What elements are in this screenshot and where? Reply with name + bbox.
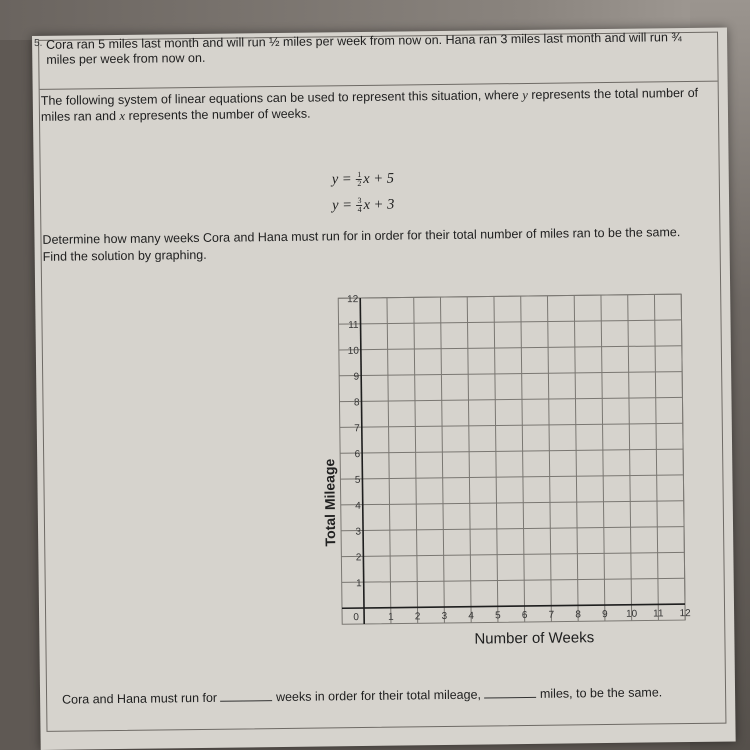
grid-line-v-9 [601, 295, 605, 621]
y-axis-label: Total Mileage [321, 458, 339, 547]
grid-line-h-12 [338, 294, 681, 298]
system-text-1: The following system of linear equations can be used to represent this situation, where [40, 88, 523, 108]
y-tick-label-1: 1 [356, 578, 362, 590]
var-x: x [119, 108, 126, 123]
equation-system [332, 166, 395, 219]
eq1-rhs: x + 5 [363, 170, 395, 187]
problem-intro-text: Cora ran 5 miles last month and will run ½ miles per week from now on. Hana ran 3 miles last month and will run ¾ miles per week from now on. [46, 30, 682, 67]
grid-line-h-7 [340, 423, 683, 427]
eq2-denominator: 4 [357, 205, 362, 215]
graph-area [338, 292, 691, 626]
equation-2 [332, 192, 395, 219]
equation-1 [332, 166, 395, 193]
eq2-lhs: y = [331, 197, 356, 214]
worksheet-page [32, 28, 736, 750]
x-tick-label-11: 11 [653, 608, 664, 620]
question-number: 5. [34, 37, 43, 49]
grid-line-h-4 [341, 501, 684, 505]
grid-line-h-6 [340, 449, 683, 453]
x-tick-label-9: 9 [602, 609, 608, 621]
x-tick-label-12: 12 [679, 607, 691, 620]
eq2-rhs: x + 3 [363, 196, 395, 213]
answer-text-1: Cora and Hana must run for [62, 690, 218, 707]
x-tick-label-6: 6 [521, 609, 528, 622]
y-tick-label-10: 10 [347, 345, 359, 357]
grid-line-v-4 [467, 297, 471, 623]
x-tick-label-10: 10 [625, 608, 638, 620]
y-tick-label-12: 12 [347, 294, 359, 306]
y-tick-label-3: 3 [355, 526, 362, 538]
eq1-fraction [356, 171, 362, 188]
grid-line-v-10 [628, 295, 632, 621]
grid-line-v-2 [414, 297, 418, 623]
grid-line-v-12 [681, 294, 685, 620]
y-tick-label-11: 11 [348, 319, 359, 331]
var-y: y [522, 87, 528, 103]
y-tick-label-8: 8 [353, 397, 360, 409]
answer-text-2: weeks in order for their total mileage, [275, 687, 482, 705]
y-tick-label-9: 9 [353, 371, 360, 383]
eq1-numerator: 1 [357, 170, 362, 180]
grid-line-v-6 [521, 296, 525, 622]
y-tick-label-4: 4 [355, 500, 361, 512]
y-tick-label-6: 6 [354, 449, 361, 461]
x-tick-label-8: 8 [575, 609, 581, 621]
grid-line-h-9 [339, 372, 682, 376]
task-instructions: Determine how many weeks Cora and Hana must run for in order for their total number of miles ran to be the same. Find the solution by graphing. [42, 225, 681, 264]
grid-line-h-1 [342, 578, 685, 582]
grid-line-v-11 [654, 294, 658, 620]
grid-line-v-8 [574, 295, 578, 621]
x-tick-label-3: 3 [441, 610, 448, 623]
y-tick-label-7: 7 [354, 423, 360, 435]
grid-line-v-5 [494, 296, 498, 622]
y-tick-label-5: 5 [354, 474, 361, 486]
grid-line-h-8 [339, 397, 682, 401]
system-text-2: represents the total number of miles ran and [40, 85, 699, 124]
grid-line-v-3 [440, 297, 444, 623]
x-tick-label-1: 1 [388, 611, 394, 623]
grid-line-v-7 [547, 296, 551, 622]
eq1-lhs: y = [331, 171, 356, 188]
miles-answer-blank[interactable] [484, 686, 536, 699]
x-tick-label-5: 5 [495, 610, 501, 622]
y-tick-label-2: 2 [355, 552, 362, 564]
x-axis-label: Number of Weeks [474, 629, 595, 648]
answer-text-3: miles, to be the same. [539, 685, 663, 701]
eq2-fraction [356, 197, 362, 214]
weeks-answer-blank[interactable] [220, 689, 272, 702]
x-tick-label-2: 2 [414, 611, 421, 623]
grid-line-h-5 [340, 475, 683, 479]
grid-line-v-1 [387, 298, 391, 624]
system-text-3: represents the number of weeks. [124, 106, 311, 123]
eq2-numerator: 3 [357, 196, 362, 206]
x-axis [342, 604, 685, 608]
eq1-denominator: 2 [357, 179, 362, 189]
grid-line-h-10 [339, 346, 682, 350]
x-tick-label-4: 4 [468, 610, 474, 622]
origin-label: 0 [353, 612, 359, 624]
x-tick-label-7: 7 [548, 609, 555, 621]
grid-line-h-11 [339, 320, 682, 324]
grid-line-h-3 [341, 527, 684, 531]
grid-line-h-2 [341, 552, 684, 556]
y-axis [360, 298, 364, 624]
coordinate-grid [338, 292, 691, 626]
